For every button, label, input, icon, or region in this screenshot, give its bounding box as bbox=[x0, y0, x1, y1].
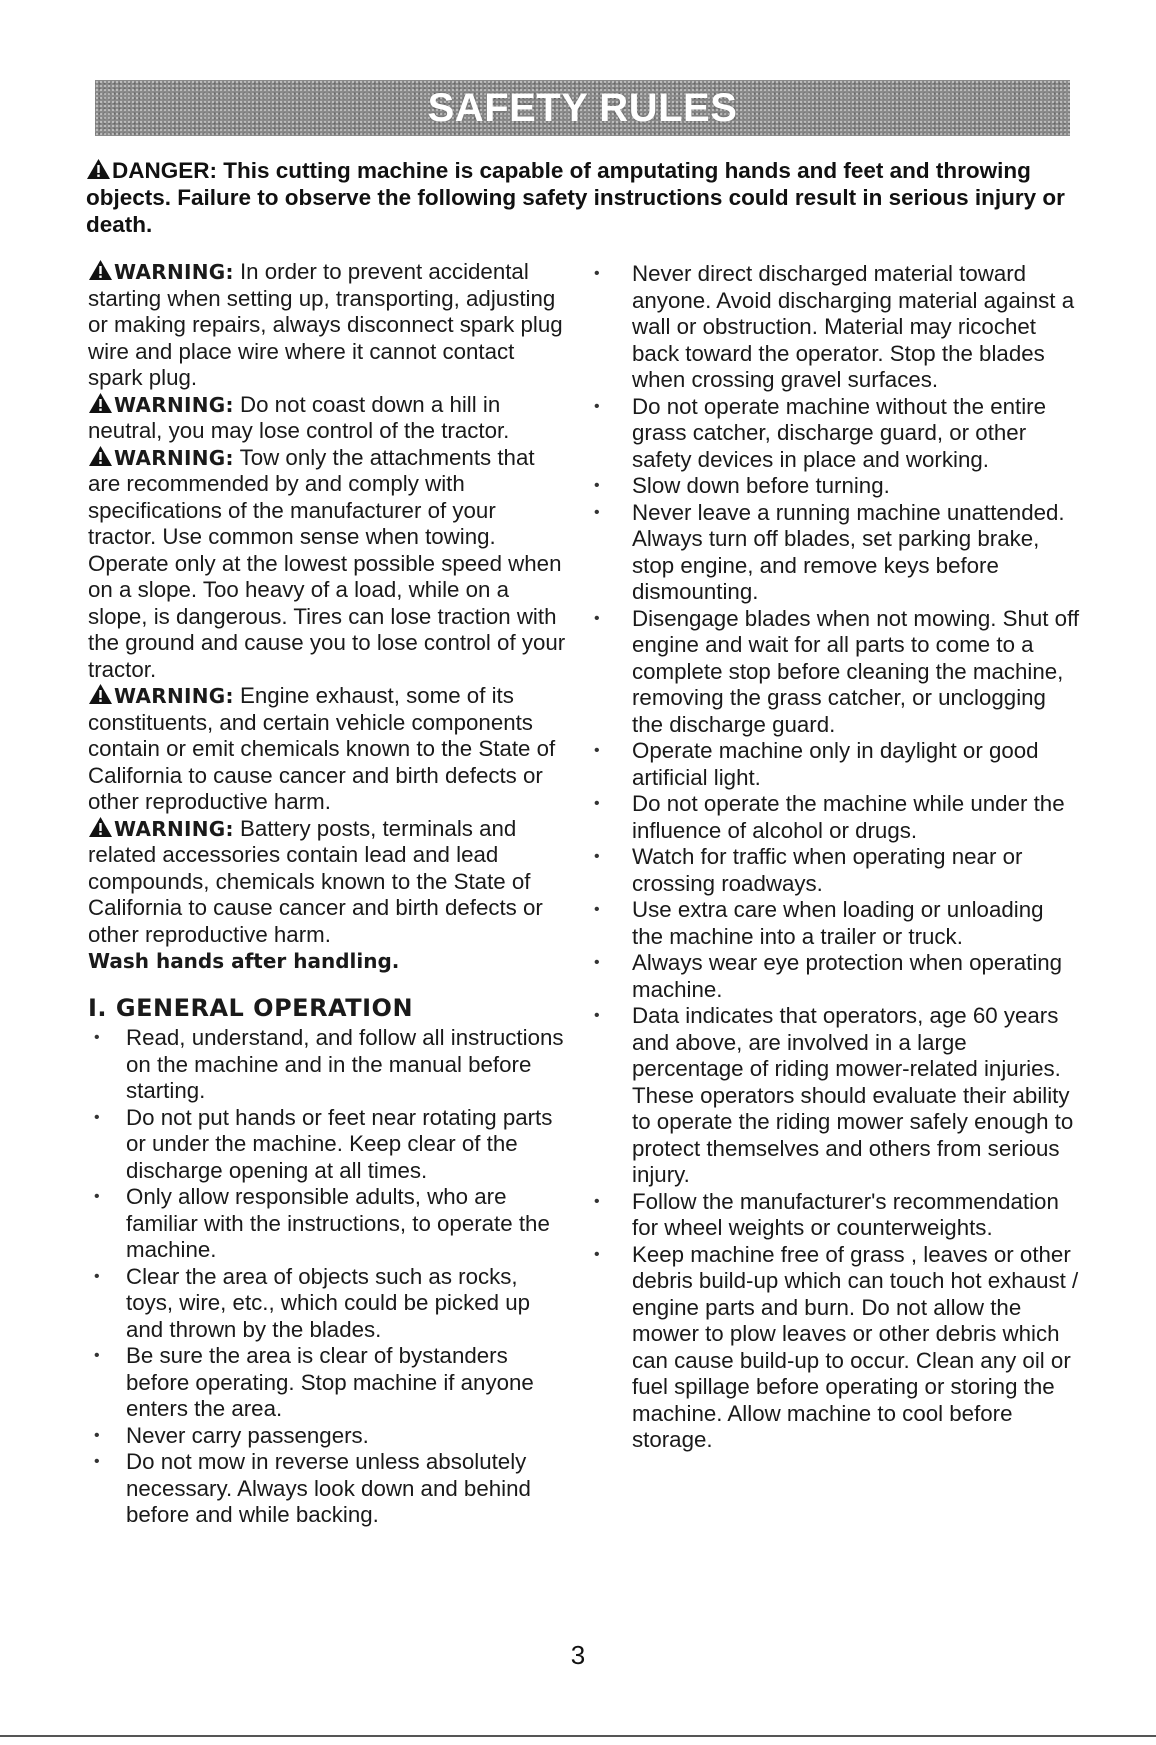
warning-label: WARNING: bbox=[114, 816, 234, 841]
bullet-dot: • bbox=[94, 1426, 100, 1444]
list-item: • Be sure the area is clear of bystanders before operating. Stop machine if anyone enters the area. bbox=[94, 1343, 534, 1421]
bullet-dot: • bbox=[94, 1029, 100, 1046]
warning-paragraph bbox=[88, 683, 566, 816]
warning-paragraph bbox=[88, 392, 566, 445]
list-item: • Disengage blades when not mowing. Shut off engine and wait for all parts to come to a complete stop before cleaning the machine, removing the grass catcher, or unclogging the discharge guard. bbox=[594, 605, 1080, 737]
list-item: • Do not operate machine without the entire grass catcher, discharge guard, or other safety devices in place and working. bbox=[594, 393, 1046, 472]
left-column bbox=[88, 259, 566, 1529]
warning-text: Battery posts, terminals and related accessories contain lead and lead compounds, chemicals known to the State of California to cause cancer and birth defects or other reproductive harm. bbox=[88, 815, 543, 947]
bullet-dot: • bbox=[94, 1453, 100, 1470]
list-item: • Only allow responsible adults, who are familiar with the instructions, to operate the machine. bbox=[94, 1184, 550, 1262]
list-item: • Follow the manufacturer's recommendation for wheel weights or counterweights. bbox=[594, 1188, 1059, 1240]
warning-paragraph bbox=[88, 816, 566, 975]
bullet-dot: • bbox=[94, 1267, 100, 1285]
list-item: • Never carry passengers. bbox=[94, 1422, 369, 1448]
bullet-dot: • bbox=[594, 503, 600, 521]
warning-triangle-icon bbox=[88, 683, 113, 705]
general-operation-list-right bbox=[594, 261, 1080, 1454]
bullet-dot: • bbox=[594, 1245, 600, 1263]
warning-triangle-icon bbox=[86, 158, 111, 180]
warning-text: In order to prevent accidental starting when setting up, transporting, adjusting or making repairs, always disconnect spark plug wire and place wire where it cannot contact spark plug. bbox=[88, 259, 563, 390]
bullet-dot: • bbox=[594, 742, 600, 759]
warning-text: Engine exhaust, some of its constituents, and certain vehicle components contain or emit chemicals known to the State of California to cause cancer and birth defects or other reproductive harm. bbox=[88, 683, 556, 814]
danger-text: This cutting machine is capable of amputating hands and feet and throwing objects. Failure to observe the following safety instructions could result in serious injury or death. bbox=[86, 158, 1065, 237]
footer-rule bbox=[0, 1735, 1156, 1737]
warning-label: WARNING: bbox=[114, 392, 234, 417]
danger-notice bbox=[86, 157, 1076, 238]
list-item: • Keep machine free of grass , leaves or other debris build-up which can touch hot exhaust / engine parts and burn. Do not allow the mower to plow leaves or other debris which can cause build-up to occur. Clean any oil or fuel spillage before operating or storing the machine. Allow machine to cool before storage. bbox=[594, 1241, 1079, 1452]
banner-title: SAFETY RULES bbox=[427, 85, 738, 130]
list-item: • Data indicates that operators, age 60 years and above, are involved in a large percentage of riding mower-related injuries. These operators should evaluate their ability to operate the riding mower safely enough to protect themselves and others from serious injury. bbox=[594, 1003, 1074, 1187]
bullet-dot: • bbox=[594, 1192, 600, 1210]
warning-label: WARNING: bbox=[114, 260, 234, 284]
warning-triangle-icon bbox=[88, 816, 113, 838]
warning-triangle-icon bbox=[88, 445, 113, 467]
list-item: • Watch for traffic when operating near or crossing roadways. bbox=[594, 844, 1023, 896]
warning-label: WARNING: bbox=[114, 445, 234, 470]
bullet-dot: • bbox=[594, 1007, 600, 1024]
bullet-dot: • bbox=[594, 901, 600, 918]
list-item: • Clear the area of objects such as rocks, toys, wire, etc., which could be picked up and thrown by the blades. bbox=[94, 1263, 531, 1342]
list-item: • Read, understand, and follow all instructions on the machine and in the manual before starting. bbox=[94, 1025, 564, 1103]
bullet-dot: • bbox=[594, 609, 600, 627]
right-column bbox=[594, 261, 1080, 1454]
list-item: • Use extra care when loading or unloading the machine into a trailer or truck. bbox=[594, 897, 1044, 949]
bullet-dot: • bbox=[594, 477, 600, 494]
safety-rules-banner bbox=[95, 80, 1070, 136]
danger-label: DANGER: bbox=[112, 158, 217, 183]
list-item: • Always wear eye protection when operating machine. bbox=[594, 950, 1063, 1002]
list-item: • Operate machine only in daylight or good artificial light. bbox=[594, 738, 1039, 790]
warning-text: Do not coast down a hill in neutral, you may lose control of the tractor. bbox=[88, 391, 510, 443]
bullet-dot: • bbox=[594, 954, 600, 971]
warning-paragraph bbox=[88, 445, 566, 684]
bullet-dot: • bbox=[94, 1347, 100, 1364]
bullet-dot: • bbox=[94, 1108, 100, 1126]
warning-triangle-icon bbox=[88, 392, 113, 414]
general-operation-list-left bbox=[88, 1025, 566, 1529]
list-item: • Do not put hands or feet near rotating parts or under the machine. Keep clear of the discharge opening at all times. bbox=[94, 1104, 553, 1183]
bullet-dot: • bbox=[594, 397, 600, 415]
list-item: • Do not operate the machine while under the influence of alcohol or drugs. bbox=[594, 791, 1065, 843]
warning-triangle-icon bbox=[88, 259, 113, 281]
warning-label: WARNING: bbox=[114, 684, 234, 708]
list-item: • Slow down before turning. bbox=[594, 473, 890, 498]
bullet-dot: • bbox=[594, 848, 600, 865]
warning-text: Tow only the attachments that are recommended by and comply with specifications of the manufacturer of your tractor. Use common sense when towing. Operate only at the lowest possible speed when on a slope. Too heavy of a load, while on a slope, is dangerous. Tires can lose traction with the ground and cause you to lose control of your tractor. bbox=[88, 444, 566, 682]
bullet-dot: • bbox=[94, 1188, 100, 1205]
bullet-dot: • bbox=[594, 265, 600, 282]
warning-paragraph bbox=[88, 259, 566, 392]
bullet-dot: • bbox=[594, 795, 600, 812]
list-item: • Do not mow in reverse unless absolutely necessary. Always look down and behind before and while backing. bbox=[94, 1449, 531, 1527]
list-item: • Never direct discharged material toward anyone. Avoid discharging material against a wall or obstruction. Material may ricochet back toward the operator. Stop the blades when crossing gravel surfaces. bbox=[594, 261, 1075, 392]
list-item: • Never leave a running machine unattended. Always turn off blades, set parking brake, stop engine, and remove keys before dismounting. bbox=[594, 499, 1065, 604]
wash-hands-note: Wash hands after handling. bbox=[88, 949, 400, 973]
page-number: 3 bbox=[570, 1640, 586, 1670]
section-heading: I. GENERAL OPERATION bbox=[88, 993, 414, 1022]
